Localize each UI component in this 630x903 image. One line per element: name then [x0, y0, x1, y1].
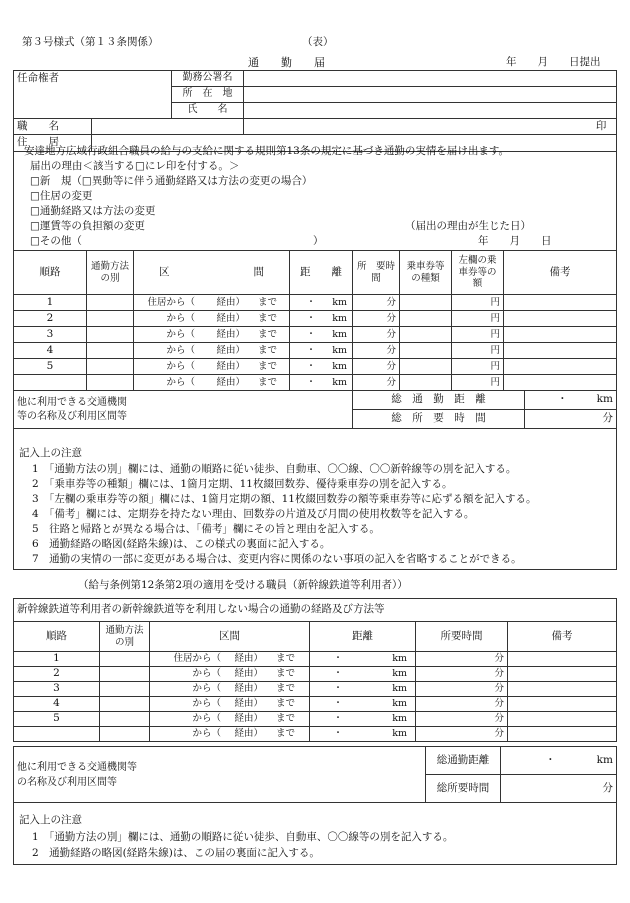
remarks-field[interactable] [504, 327, 617, 343]
reason-route-change-checkbox[interactable]: □通勤経路又は方法の変更 [30, 205, 156, 217]
distance-field[interactable] [290, 327, 353, 343]
section-field[interactable] [134, 311, 290, 327]
method-field[interactable] [87, 295, 134, 311]
t2-total-time-field[interactable] [501, 775, 617, 803]
section-field[interactable] [150, 697, 310, 712]
time-unit: 分 [386, 328, 396, 340]
section-to: まで [275, 653, 295, 665]
section-field[interactable] [150, 727, 310, 742]
section-field[interactable] [134, 295, 290, 311]
section-from: から（ [166, 312, 195, 324]
section-from: から（ [192, 728, 221, 740]
distance-unit: km [332, 312, 347, 324]
section-via: 経由） [216, 312, 245, 324]
note-item: 5 往路と帰路とが異なる場合は、「備考」欄にその旨と理由を記入する。 [32, 523, 380, 535]
name-field[interactable] [244, 103, 617, 119]
form-title: 通 勤 届 [248, 56, 325, 69]
section-via: 経由） [234, 683, 263, 695]
ticket-amount-field[interactable] [452, 295, 504, 311]
t2-total-distance-unit: km [596, 753, 613, 766]
method-field[interactable] [87, 343, 134, 359]
distance-dot: ・ [306, 312, 316, 324]
remarks-field[interactable] [508, 652, 617, 667]
amount-unit: 円 [490, 312, 500, 324]
section-field[interactable] [150, 652, 310, 667]
route-no: 1 [14, 652, 100, 667]
route-no: 4 [14, 343, 87, 359]
method-field[interactable] [100, 667, 150, 682]
remarks-field[interactable] [504, 359, 617, 375]
total-distance-field[interactable] [525, 391, 617, 410]
reason-new-checkbox[interactable]: □新 規（□異動等に伴う通勤経路又は方法の変更の場合） [30, 175, 313, 187]
ticket-type-field[interactable] [400, 327, 452, 343]
route-no: 5 [14, 359, 87, 375]
distance-unit: km [332, 344, 347, 356]
ticket-amount-field[interactable] [452, 375, 504, 391]
time-unit: 分 [494, 683, 504, 695]
method-field[interactable] [87, 311, 134, 327]
note2-item: 1 「通勤方法の別」欄には、通勤の順路に従い徒歩、自動車、〇〇線等の別を記入する。 [32, 831, 454, 843]
other-transport-field[interactable] [134, 391, 353, 429]
other-transport-label: 他に利用できる交通機関等の名称及び利用区間等 [14, 391, 134, 429]
section-from: から（ [166, 328, 195, 340]
distance-dot: ・ [333, 653, 343, 665]
t2-header-remarks: 備考 [508, 622, 617, 652]
route-no: 3 [14, 682, 100, 697]
t2-total-time-unit: 分 [602, 781, 613, 794]
t2-total-distance-dot: ・ [545, 753, 556, 766]
route-row [14, 327, 617, 343]
total-distance-label: 総 通 勤 距 離 [353, 391, 525, 410]
seal-field[interactable] [244, 119, 617, 135]
section-to: まで [275, 668, 295, 680]
note-item: 7 通勤の実情の一部に変更がある場合は、変更内容に関係のない事項の記入を省略することができる。 [32, 553, 522, 565]
method-field[interactable] [100, 682, 150, 697]
header-time: 所 要時 間 [353, 251, 400, 295]
remarks-field[interactable] [504, 343, 617, 359]
time-field[interactable] [416, 667, 508, 682]
total-time-unit: 分 [602, 412, 613, 425]
section-from: から（ [192, 698, 221, 710]
time-field[interactable] [353, 375, 400, 391]
section-to: まで [257, 312, 277, 324]
section-via: 経由） [216, 328, 245, 340]
amount-unit: 円 [490, 344, 500, 356]
time-unit: 分 [386, 344, 396, 356]
distance-dot: ・ [306, 296, 316, 308]
distance-dot: ・ [306, 360, 316, 372]
distance-dot: ・ [333, 683, 343, 695]
time-unit: 分 [386, 376, 396, 388]
t2-other-transport-label: 他に利用できる交通機関等の名称及び利用区間等 [14, 747, 150, 803]
section-to: まで [257, 296, 277, 308]
remarks-field[interactable] [504, 295, 617, 311]
route-no: 3 [14, 327, 87, 343]
route-no [14, 727, 100, 742]
distance-unit: km [332, 376, 347, 388]
distance-dot: ・ [306, 344, 316, 356]
note-item: 4 「備考」欄には、定期券を持たない理由、回数券の片道及び月間の使用枚数等を記入する。 [32, 508, 475, 520]
distance-unit: km [332, 296, 347, 308]
time-unit: 分 [386, 360, 396, 372]
applicant-info-table [13, 70, 617, 152]
seal-mark: 印 [595, 119, 607, 132]
remarks-field[interactable] [508, 667, 617, 682]
t2-header-distance: 距離 [310, 622, 416, 652]
distance-field[interactable] [290, 359, 353, 375]
total-time-label: 総 所 要 時 間 [353, 410, 525, 429]
section-field[interactable] [134, 343, 290, 359]
section-from: から（ [192, 713, 221, 725]
remarks-field[interactable] [508, 682, 617, 697]
note2-item: 2 通勤経路の略図(経路朱線)は、この届の裏面に記入する。 [32, 847, 320, 859]
ticket-amount-field[interactable] [452, 327, 504, 343]
section-to: まで [275, 728, 295, 740]
total-distance-dot: ・ [557, 393, 568, 406]
time-field[interactable] [416, 697, 508, 712]
distance-field[interactable] [290, 311, 353, 327]
ticket-amount-field[interactable] [452, 359, 504, 375]
distance-field[interactable] [310, 712, 416, 727]
distance-field[interactable] [310, 667, 416, 682]
section-field[interactable] [150, 682, 310, 697]
method-field[interactable] [100, 727, 150, 742]
distance-unit: km [332, 328, 347, 340]
t2-other-transport-field[interactable] [150, 747, 426, 803]
amount-unit: 円 [490, 296, 500, 308]
total-distance-unit: km [596, 393, 613, 406]
section-to: まで [275, 698, 295, 710]
time-field[interactable] [416, 682, 508, 697]
route-no: 5 [14, 712, 100, 727]
form-number: 第３号様式（第１３条関係） [22, 36, 159, 48]
ticket-type-field[interactable] [400, 359, 452, 375]
reason-other-close: ） [313, 235, 324, 247]
route-table [13, 250, 617, 391]
shinkansen-note: （給与条例第12条第2項の適用を受ける職員（新幹線鉄道等利用者）） [78, 579, 408, 591]
t2-header-method: 通勤方法の別 [100, 622, 150, 652]
distance-dot: ・ [333, 728, 343, 740]
time-field[interactable] [353, 295, 400, 311]
time-field[interactable] [416, 712, 508, 727]
section-field[interactable] [134, 359, 290, 375]
route-row [14, 712, 617, 727]
distance-unit: km [392, 668, 407, 680]
section-via: 経由） [234, 668, 263, 680]
time-field[interactable] [353, 311, 400, 327]
note-item: 3 「左欄の乗車券等の額」欄には、1箇月定期の額、11枚綴回数券の額等乗車券等に応ずる額を記入する。 [32, 493, 537, 505]
section-field[interactable] [134, 375, 290, 391]
time-unit: 分 [494, 668, 504, 680]
time-unit: 分 [386, 296, 396, 308]
ticket-amount-field[interactable] [452, 311, 504, 327]
ticket-amount-field[interactable] [452, 343, 504, 359]
t2-total-distance-label: 総通勤距離 [426, 747, 501, 775]
amount-unit: 円 [490, 360, 500, 372]
header-distance: 距 離 [290, 251, 353, 295]
section-from: から（ [192, 668, 221, 680]
table2-title: 新幹線鉄道等利用者の新幹線鉄道等を利用しない場合の通勤の経路及び方法等 [14, 599, 617, 622]
time-unit: 分 [494, 653, 504, 665]
section-to: まで [257, 344, 277, 356]
distance-unit: km [392, 698, 407, 710]
section-via: 経由） [216, 360, 245, 372]
reason-heading: 届出の理由＜該当する□にレ印を付する。＞ [30, 160, 240, 172]
remarks-field[interactable] [504, 375, 617, 391]
distance-unit: km [332, 360, 347, 372]
method-field[interactable] [87, 359, 134, 375]
time-field[interactable] [353, 343, 400, 359]
time-unit: 分 [494, 713, 504, 725]
section-from: から（ [166, 344, 195, 356]
section-field[interactable] [134, 327, 290, 343]
address-label: 住 居 [14, 135, 92, 152]
distance-field[interactable] [310, 682, 416, 697]
route-no [14, 375, 87, 391]
method-field[interactable] [87, 375, 134, 391]
remarks-field[interactable] [508, 712, 617, 727]
note-item: 2 「乗車券等の種類」欄には、1箇月定期、11枚綴回数券、優待乗車券の別を記入する。 [32, 478, 453, 490]
distance-dot: ・ [333, 713, 343, 725]
distance-field[interactable] [290, 295, 353, 311]
route-totals-table [13, 390, 617, 429]
reason-address-change-checkbox[interactable]: □住居の変更 [30, 190, 93, 202]
t2-total-distance-field[interactable] [501, 747, 617, 775]
distance-field[interactable] [310, 727, 416, 742]
t2-header-section: 区間 [150, 622, 310, 652]
distance-dot: ・ [306, 376, 316, 388]
section-via: 経由） [216, 376, 245, 388]
t2-header-route-no: 順路 [14, 622, 100, 652]
route-no: 4 [14, 697, 100, 712]
method-field[interactable] [100, 652, 150, 667]
distance-field[interactable] [290, 375, 353, 391]
section-from: から（ [166, 360, 195, 372]
occurred-date[interactable]: 年 月 日 [478, 235, 552, 247]
distance-unit: km [392, 713, 407, 725]
office-field[interactable] [244, 71, 617, 87]
appointer-label: 任命権者 [14, 71, 172, 87]
distance-field[interactable] [310, 652, 416, 667]
route-row [14, 667, 617, 682]
remarks-field[interactable] [508, 697, 617, 712]
section-to: まで [275, 683, 295, 695]
time-unit: 分 [386, 312, 396, 324]
method-field[interactable] [87, 327, 134, 343]
shinkansen-totals-table [13, 746, 617, 803]
route-no: 2 [14, 667, 100, 682]
section-via: 経由） [234, 653, 263, 665]
ticket-type-field[interactable] [400, 295, 452, 311]
location-field[interactable] [244, 87, 617, 103]
appointer-field-bottom[interactable] [14, 103, 172, 119]
section-to: まで [257, 328, 277, 340]
distance-dot: ・ [333, 668, 343, 680]
occurred-label: （届出の理由が生じた日） [405, 220, 531, 232]
route-row [14, 343, 617, 359]
amount-unit: 円 [490, 328, 500, 340]
header-ticket-type: 乗車券等の種類 [400, 251, 452, 295]
section-to: まで [257, 376, 277, 388]
route-row [14, 697, 617, 712]
ticket-type-field[interactable] [400, 343, 452, 359]
distance-field[interactable] [310, 697, 416, 712]
section-to: まで [275, 713, 295, 725]
route-no: 1 [14, 295, 87, 311]
name-label: 氏 名 [172, 103, 244, 119]
route-row [14, 311, 617, 327]
section-field[interactable] [150, 712, 310, 727]
declaration-text: 安達地方広域行政組合職員の給与の支給に関する規則第13条の規定に基づき通勤の実情を届け出ます。 [24, 145, 510, 157]
header-route-no: 順路 [14, 251, 87, 295]
section-via: 経由） [216, 296, 245, 308]
total-time-field[interactable] [525, 410, 617, 429]
route-row [14, 375, 617, 391]
front-side-label: （表） [302, 36, 334, 48]
section-via: 経由） [234, 698, 263, 710]
time-field[interactable] [353, 359, 400, 375]
ticket-type-field[interactable] [400, 375, 452, 391]
header-section: 区 間 [134, 251, 290, 295]
section-via: 経由） [234, 728, 263, 740]
section-via: 経由） [234, 713, 263, 725]
note-item: 6 通勤経路の略図(経路朱線)は、この様式の裏面に記入する。 [32, 538, 331, 550]
t2-total-time-label: 総所要時間 [426, 775, 501, 803]
distance-dot: ・ [306, 328, 316, 340]
submission-date: 年 月 日提出 [506, 56, 601, 68]
section-from: 住居から（ [147, 296, 195, 308]
notes-heading: 記入上の注意 [19, 447, 82, 459]
header-method: 通勤方法の別 [87, 251, 134, 295]
distance-dot: ・ [333, 698, 343, 710]
time-field[interactable] [353, 327, 400, 343]
remarks-field[interactable] [508, 727, 617, 742]
route-row [14, 727, 617, 742]
ticket-type-field[interactable] [400, 311, 452, 327]
post-field[interactable] [92, 119, 244, 135]
header-remarks: 備考 [504, 251, 617, 295]
method-field[interactable] [100, 697, 150, 712]
location-label: 所 在 地 [172, 87, 244, 103]
time-unit: 分 [494, 728, 504, 740]
t2-header-time: 所要時間 [416, 622, 508, 652]
notes2-heading: 記入上の注意 [19, 814, 82, 826]
section-to: まで [257, 360, 277, 372]
distance-unit: km [392, 683, 407, 695]
method-field[interactable] [100, 712, 150, 727]
appointer-field[interactable] [14, 87, 172, 103]
remarks-field[interactable] [504, 311, 617, 327]
distance-unit: km [392, 728, 407, 740]
post-label: 職 名 [14, 119, 92, 135]
section-from: から（ [192, 683, 221, 695]
time-field[interactable] [416, 652, 508, 667]
section-from: から（ [166, 376, 195, 388]
route-row [14, 682, 617, 697]
amount-unit: 円 [490, 376, 500, 388]
office-label: 勤務公署名 [172, 71, 244, 87]
distance-unit: km [392, 653, 407, 665]
route-row [14, 652, 617, 667]
shinkansen-route-table [13, 598, 617, 742]
note-item: 1 「通勤方法の別」欄には、通勤の順路に従い徒歩、自動車、〇〇線、〇〇新幹線等の別を記入する。 [32, 463, 517, 475]
distance-field[interactable] [290, 343, 353, 359]
section-via: 経由） [216, 344, 245, 356]
section-field[interactable] [150, 667, 310, 682]
route-row [14, 295, 617, 311]
time-field[interactable] [416, 727, 508, 742]
route-row [14, 359, 617, 375]
route-no: 2 [14, 311, 87, 327]
header-ticket-amount: 左欄の乗車券等の額 [452, 251, 504, 295]
reason-other-checkbox[interactable]: □その他（ [30, 235, 82, 247]
reason-fare-change-checkbox[interactable]: □運賃等の負担額の変更 [30, 220, 145, 232]
section-from: 住居から（ [173, 653, 221, 665]
time-unit: 分 [494, 698, 504, 710]
